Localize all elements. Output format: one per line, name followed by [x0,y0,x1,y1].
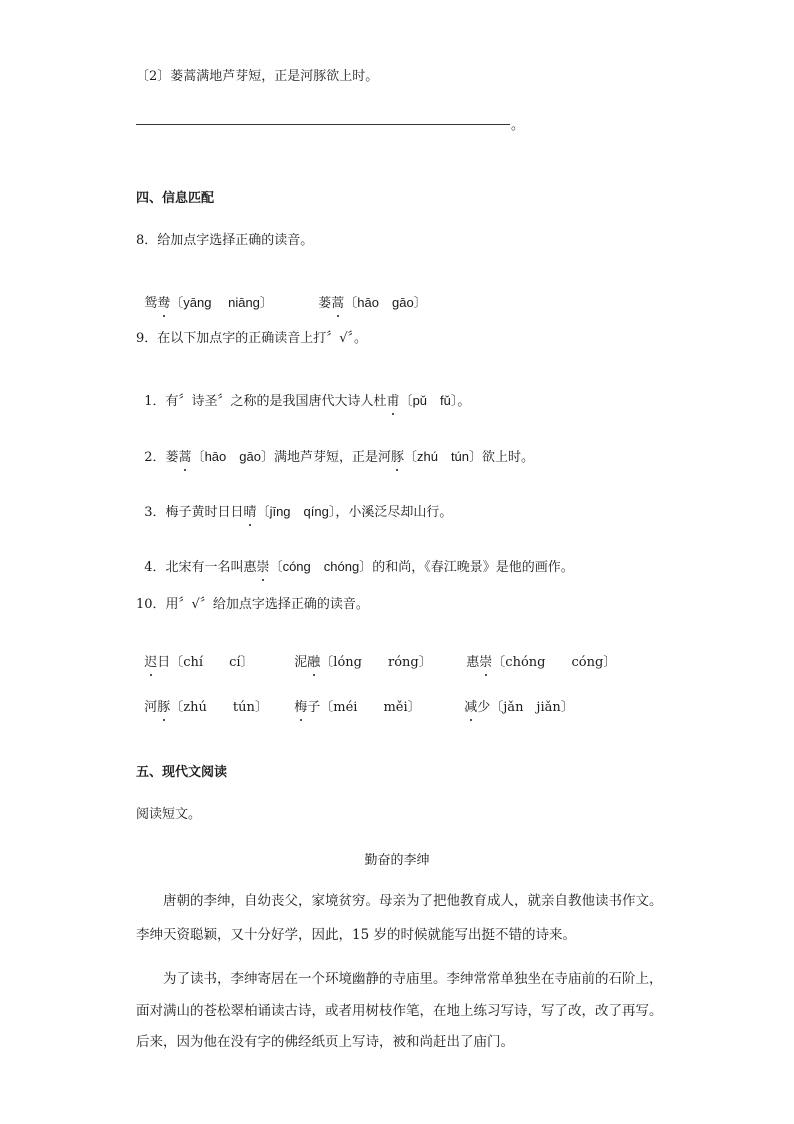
q10-item-jianshao [456,681,574,717]
reading-intro: 阅读短文。 [136,807,202,822]
pinyin-options: 日〔chí cí〕 [157,655,254,670]
q9-prompt: 9．在以下加点字的正确读音上打〞√〞。 [136,331,368,346]
dotted-char: 减 [464,700,478,715]
passage-line: 面对满山的苍松翠柏诵读古诗，或者用树枝作笔，在地上练习写诗，写了改，改了再写。 [136,1003,663,1019]
word-char: 惠 [466,655,480,670]
sentence-text: 欲上时。 [482,450,535,465]
q9-sentence-2 [136,430,534,467]
sentence-text: 3．梅子黄时日日 [144,505,244,520]
dotted-char: 融 [307,655,321,670]
pinyin-options: 〔zhú tún〕 [170,700,268,715]
q8-prompt: 8．给加点字选择正确的读音。 [136,233,314,248]
pinyin-options: 〔zhú tún〕 [403,449,483,464]
q9-sentence-1 [136,374,470,411]
q10-item-meizi [286,681,421,717]
dotted-char: 梅 [294,700,308,715]
passage-line: 李绅天资聪颖，又十分好学，因此，15 岁的时候就能写出挺不错的诗来。 [136,927,576,943]
q8-word-1 [136,276,273,313]
q9-sentence-4 [136,540,574,577]
word-char: 泥 [294,655,308,670]
answer-blank-line[interactable] [136,124,510,125]
pinyin-options: 少〔jǎn jiǎn〕 [477,700,574,715]
word-char: 蒌 [318,296,332,311]
pinyin-options: 〔jīng qíng〕 [256,504,336,519]
passage-line: 为了读书，李绅寄居在一个环境幽静的寺庙里。李绅常常单独坐在寺庙前的石阶上， [136,971,663,987]
sentence-text: 的和尚，《春江晚景》是他的画作。 [372,560,574,575]
dotted-char: 蒿 [178,450,192,465]
q10-item-hetun [136,681,268,717]
pinyin-options: 〔pǔ fǔ〕 [399,393,458,408]
dotted-char: 甫 [386,394,400,409]
q8-word-2 [310,276,427,313]
dotted-char: 晴 [243,505,257,520]
dotted-char: 鸯 [157,296,171,311]
pinyin-options: 〔lóng róng〕 [320,655,432,670]
section-heading-4: 四、信息匹配 [136,191,215,206]
pinyin-options: 子〔méi měi〕 [307,700,421,715]
q9-sentence-3 [136,485,452,522]
passage-title: 勤奋的李绅 [364,853,430,868]
word-char: 河 [144,700,158,715]
q10-item-chiri [136,636,254,672]
section-heading-5: 五、现代文阅读 [136,765,228,780]
sentence-text: 满地芦芽短，正是河 [273,450,391,465]
dotted-char: 迟 [144,655,158,670]
q10-item-nirong [286,636,432,672]
passage-line: 唐朝的李绅，自幼丧父，家境贫穷。母亲为了把他教育成人，就亲自教他读书作文。 [136,893,663,909]
q10-item-huichong [458,636,616,672]
pinyin-options: 〔chóng cóng〕 [492,655,617,670]
blank-end-mark: 。 [511,118,525,133]
sentence-text: 2．蒌 [144,450,179,465]
dotted-char: 蒿 [331,296,345,311]
pinyin-options: 〔hāo gāo〕 [191,449,274,464]
word-char: 鸳 [144,296,158,311]
sentence-text: 。 [457,394,471,409]
passage-line: 后来，因为他在没有字的佛经纸页上写诗，被和尚赶出了庙门。 [136,1034,514,1050]
dotted-char: 崇 [479,655,493,670]
sentence-text: 1．有〞诗圣〞之称的是我国唐代大诗人杜 [144,394,387,409]
dotted-char: 豚 [390,450,404,465]
sentence-text: 4．北宋有一名叫惠 [144,560,257,575]
q10-prompt: 10．用〞√〞给加点字选择正确的读音。 [136,597,369,612]
dotted-char: 崇 [256,560,270,575]
question-item-2: 〔2〕蒌蒿满地芦芽短，正是河豚欲上时。 [136,69,379,84]
pinyin-options: 〔hāo gāo〕 [344,295,427,310]
pinyin-options: 〔cóng chóng〕 [269,559,373,574]
dotted-char: 豚 [157,700,171,715]
pinyin-options: 〔yāng niāng〕 [170,295,273,310]
sentence-text: ，小溪泛尽却山行。 [335,505,453,520]
